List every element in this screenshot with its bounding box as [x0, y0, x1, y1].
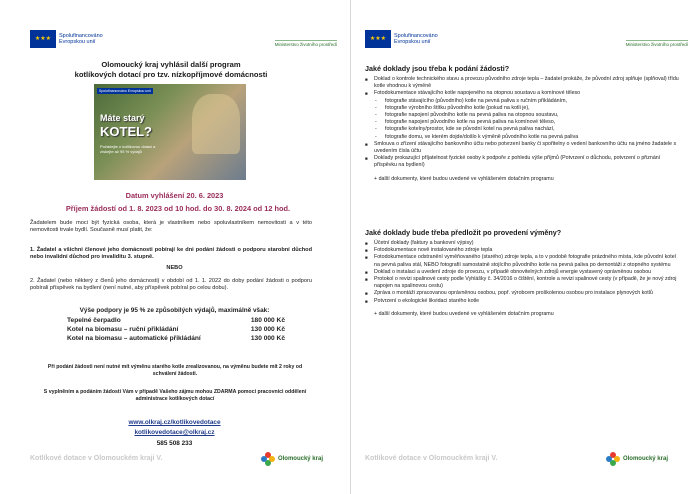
footer-text: Kotlíkové dotace v Olomouckém kraji V. [365, 455, 498, 462]
condition-1: 1. Žadatel a všichni členové jeho domácnosti pobírají ke dni podání žádosti o podporu starobní důchod nebo invalidní důchod pro invaliditu 3. stupně. [30, 247, 312, 261]
note-realization: Při podání žádosti není nutné mít výměnu starého kotle zrealizovanou, na výměnu budete mít 2 roky od schválení žádosti. [47, 364, 303, 377]
list-item: ■ Účetní doklady (faktury a bankovní výpisy) [365, 240, 683, 247]
title-line-2: kotlíkových dotací pro tzv. nízkopříjmové domácnosti [74, 70, 268, 79]
list-item: ■ Fotodokumentace nově instalovaného zdroje tepla [365, 247, 683, 254]
support-amount: 130 000 Kč [250, 326, 285, 333]
footer-text: Kotlíkové dotace v Olomouckém kraji V. [30, 455, 163, 462]
email-link[interactable]: kotlikovedotace@olkraj.cz [134, 429, 215, 436]
sub-list-item: - fotografie stávajícího (původního) kotle na pevná paliva s ručním přikládáním, [365, 98, 683, 105]
support-table [55, 316, 285, 343]
date-announced: Datum vyhlášení 20. 6. 2023 [125, 191, 224, 200]
documents-after-list [365, 240, 683, 318]
eu-text-1: Spolufinancováno [59, 33, 103, 39]
logo-text: Olomoucký kraj [277, 456, 323, 462]
support-row [55, 325, 285, 334]
list-item: ■ Doklad o instalaci a uvedení zdroje do provozu, v případě obnovitelných zdrojů energie vystavený oprávněnou osobou [365, 269, 683, 276]
eu-logo [30, 30, 103, 48]
list-item: ■ Fotodokumentace stávajícího kotle napojeného na otopnou soustavu a komínové těleso [365, 90, 683, 97]
olomoucky-kraj-logo [261, 452, 323, 466]
note-help: S vyplněním a podáním žádosti Vám v případě Vašeho zájmu mohou ZDARMA pomoci pracovníci oddělení administrace kotlíkových dotací [43, 389, 307, 402]
condition-2: 2. Žadatel (nebo některý z členů jeho domácnosti) v období od 1. 1. 2022 do doby podání žádosti o podporu pobírali příspěvek na bydlení (není nutné, aby příspěvek pobíral po celou dobu). [30, 278, 312, 292]
ministry-logo: Ministerstvo životního prostředí [625, 42, 688, 47]
list-item: ■ Doklady prokazující příjatelnost fyzické osoby k podpoře z pohledu výše příjmů (Potvrzení o důchodu, potvrzení o přiznání příspěvku na bydlení) [365, 155, 683, 169]
sub-list-item: - fotografie napojení původního kotle na pevná paliva na komínové těleso, [365, 119, 683, 126]
list-item: ■ Zpráva o montáži zpracovanou oprávněnou osobou, popř. výrobcem proškolenou osobou pro instalace plynových kotlů [365, 290, 683, 297]
list-item: + další dokumenty, které budou uvedené ve vyhlášeném dotačním programu [374, 310, 554, 317]
intro-text: Žadatelem bude moci být fyzická osoba, která je vlastníkem nebo spoluvlastníkem nemovitosti a v této nemovitosti trvale bydlí. Současně musí platit, že: [30, 220, 312, 234]
list-item: ■ Potvrzení o ekologické likvidaci starého kotle [365, 298, 683, 305]
eu-logo [365, 30, 438, 48]
support-label: Kotel na biomasu – ruční přikládání [67, 326, 179, 333]
eu-text-2: Evropskou unií [394, 39, 431, 45]
phone-number: 585 508 233 [156, 440, 193, 447]
sub-list-item: - fotografie napojení původního kotle na pevná paliva na otopnou soustavu, [365, 112, 683, 119]
photo-big-2: KOTEL? [100, 124, 152, 139]
eu-text-1: Spolufinancováno [394, 33, 438, 39]
ministry-logo: Ministerstvo životního prostředí [274, 42, 337, 47]
list-item: + další dokumenty, které budou uvedené ve vyhlášeném dotačním programu [374, 175, 554, 182]
heading-documents-after: Jaké doklady bude třeba předložit po provedení výměny? [365, 228, 562, 237]
support-amount: 130 000 Kč [250, 335, 285, 342]
support-row [55, 334, 285, 343]
list-item: ■ Protokol o revizi spalinové cesty podle Vyhlášky č. 34/2016 o čištění, kontrole a revizi spalinové cesty (v případě, že je nový zdroj napojen na spalinovou cestu) [365, 276, 683, 290]
photo-badge: Spolufinancováno Evropskou unií [99, 89, 151, 93]
photo-small: Požádejte o kotlíkovou dotaci a získejte až 95 % výdajů [100, 144, 156, 154]
list-item: ■ Doklad o kontrole technického stavu a provozu původního zdroje tepla – žadatel prokáže, že původní zdroj splňuje (splňoval) třídu kotle vhodnou k výměně [365, 76, 683, 90]
support-label: Tepelné čerpadlo [67, 317, 121, 324]
website-link[interactable]: www.olkraj.cz/kotlikovedotace [128, 419, 221, 426]
sub-list-item: - fotografie kotelny/prostor, kde se původní kotel na pevná paliva nachází, [365, 126, 683, 133]
logo-text: Olomoucký kraj [622, 456, 668, 462]
eu-text-2: Evropskou unií [59, 39, 96, 45]
sub-list-item: - fotografie domu, ve kterém dojde/došlo k výměně původního kotle na pevná paliva [365, 134, 683, 141]
eu-flag-icon: ★★★ [30, 30, 56, 48]
sub-list-item: - fotografie výrobního štítku původního kotle (pokud na kotli je), [365, 105, 683, 112]
heading-documents-application: Jaké doklady jsou třeba k podání žádosti? [365, 64, 510, 73]
documents-application-list [365, 76, 683, 183]
flower-icon [261, 452, 275, 466]
flower-icon [606, 452, 620, 466]
title-line-1: Olomoucký kraj vyhlásil další program [101, 60, 241, 69]
eu-flag-icon: ★★★ [365, 30, 391, 48]
date-applications: Příjem žádostí od 1. 8. 2023 od 10 hod. do 30. 8. 2024 od 12 hod. [65, 204, 291, 213]
support-row [55, 316, 285, 325]
promo-photo [94, 84, 246, 180]
right-page [350, 0, 699, 494]
support-heading: Výše podpory je 95 % ze způsobilých výdajů, maximálně však: [79, 307, 270, 314]
support-amount: 180 000 Kč [250, 317, 285, 324]
support-label: Kotel na biomasu – automatické přikládání [67, 335, 201, 342]
olomoucky-kraj-logo [606, 452, 668, 466]
left-page [0, 0, 349, 494]
list-item: ■ Fotodokumentace odstranění vyměňovaného (starého) zdroje tepla, a to v podobě fotografie prázdného místa, kde původní kotel na pevná paliva stál, NEBO fotografií samostatně stojícího původního kotle na pevná paliva po demontáži z otopného systému [365, 254, 683, 268]
or-label: NEBO [166, 265, 183, 271]
list-item: ■ Smlouva o zřízení stávajícího bankovního účtu nebo potvrzení banky či spořitelny o vedení bankovního účtu na jméno žadatele s uvedením čísla účtu [365, 141, 683, 155]
photo-big-1: Máte starý [100, 113, 145, 123]
